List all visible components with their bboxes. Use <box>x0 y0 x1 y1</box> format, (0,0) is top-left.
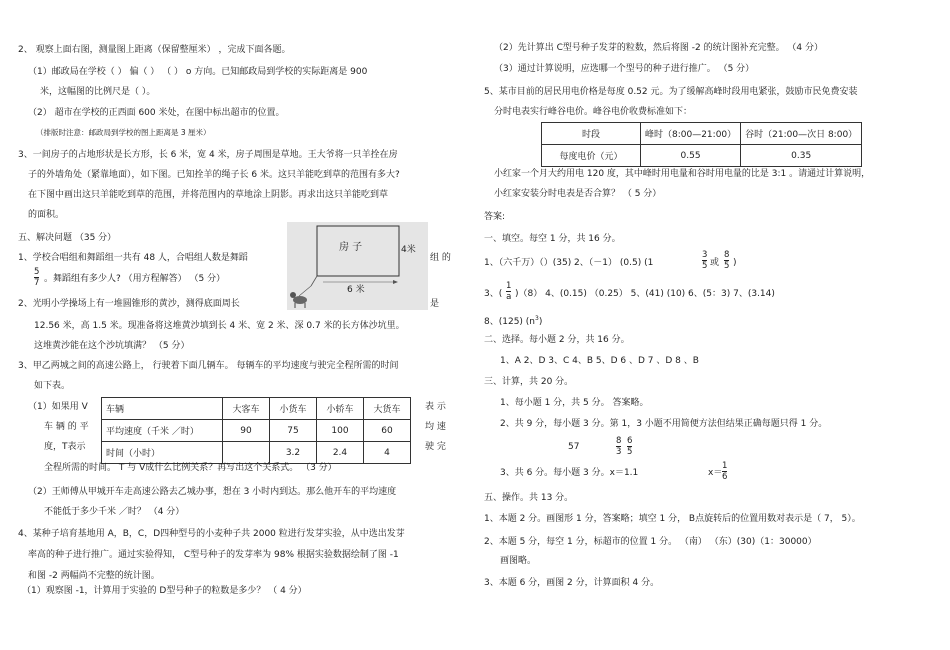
house-diagram <box>287 222 428 310</box>
question-3-line4: 的面积。 <box>28 210 65 220</box>
problem-5-line1: 5、某市目前的居民用电价格是每度 0.52 元。为了缓解高峰时段用电紧张，鼓励市民免费安装 <box>484 87 858 97</box>
house-width-label: 4米 <box>401 245 416 255</box>
table-cell: 0.55 <box>641 145 741 167</box>
fraction-denominator: 7 <box>34 278 40 288</box>
answer-3-3: 3、共 6 分。每小题 3 分。x＝1.1 <box>500 468 639 478</box>
answer-section-3: 三、计算，共 20 分。 <box>484 377 574 387</box>
answer-close-paren: ) <box>733 258 737 268</box>
answer-fraction: 3 5 <box>702 250 708 271</box>
problem-3-1-left-2: 车 辆 的 平 <box>44 422 89 432</box>
table-cell: 小轿车 <box>317 398 364 420</box>
table-row <box>542 145 862 167</box>
house-label: 房 子 <box>339 242 363 253</box>
fraction-numerator: 5 <box>34 267 40 277</box>
answer-fraction: 8 5 <box>724 250 730 271</box>
answer-section-1: 一、填空。每空 1 分，共 16 分。 <box>484 234 621 244</box>
table-cell: 90 <box>223 420 270 442</box>
problem-4-1: （1）观察图 -1，计算用于实验的 D型号种子的粒数是多少？ （ 4 分） <box>22 586 307 596</box>
table-cell: 3.2 <box>270 442 317 464</box>
table-cell: 2.4 <box>317 442 364 464</box>
answer-3-7: )（8） 4、(0.15) （0.25） 5、(41) (10) 6、(5：3) 7、(3.14) <box>515 289 775 299</box>
problem-1-line2: 。舞蹈组有多少人? （用方程解答） （5 分） <box>44 274 226 284</box>
problem-3-line1: 3、甲乙两城之间的高速公路上， 行驶着下面几辆车。 每辆车的平均速度与驶完全程所需的时间 <box>18 361 399 371</box>
table-cell: 平均速度（千米 ／时） <box>102 420 223 442</box>
question-2-1-line1: （1）邮政局在学校（ ） 偏（ ） （ ） o 方向。已知邮政局到学校的实际距离是 900 <box>28 67 368 77</box>
answer-8: 8、(125) $(n^3)$ <box>484 315 543 327</box>
answer-x: x＝ <box>708 468 723 478</box>
question-3-line2: 子的外墙角处（紧靠地面），如下图。已知拴羊的绳子长 6 米。这只羊能吃到草的范围有多大? <box>28 170 400 180</box>
question-3-line1: 3、一间房子的占地形状是长方形，长 6 米，宽 4 米，房子周围是草地。王大爷将一只羊拴在房 <box>18 150 398 160</box>
question-3-line3: 在下图中画出这只羊能吃到草的范围，并将范围内的草地涂上阴影。再求出这只羊能吃到草 <box>28 190 389 200</box>
problem-3-1-right-1: 表 示 <box>425 402 446 412</box>
answer-57: 57 <box>568 442 580 452</box>
table-cell: 时间（小时） <box>102 442 223 464</box>
problem-4-2: （2）先计算出 C型号种子发芽的粒数，然后将图 -2 的统计图补充完整。 （4 分） <box>494 43 824 53</box>
answer-3-2: 2、共 9 分，每小题 3 分。第 1，3 小题不用简便方法但结果正确每题只得 1 分。 <box>500 419 828 429</box>
vehicle-table <box>101 397 411 464</box>
electricity-price-table <box>541 122 862 167</box>
problem-5-line3: 小红家一个月大约用电 120 度，其中峰时用电量和谷时用电量的比是 3:1 。请通过计算说明， <box>494 169 871 179</box>
table-cell: 谷时（21:00—次日 8:00） <box>741 123 862 145</box>
problem-2-line2: 12.56 米，高 1.5 米。现准备将这堆黄沙填到长 4 米、宽 2 米、深 0.7 米的长方体沙坑里。 <box>34 321 405 331</box>
answer-fraction: 1 a <box>506 281 512 302</box>
goat-icon <box>290 292 307 308</box>
table-cell: 0.35 <box>741 145 862 167</box>
answer-3-open: 3、( <box>484 289 503 299</box>
problem-1-line1: 1、学校合唱组和舞蹈组一共有 48 人，合唱组人数是舞蹈 <box>18 253 248 263</box>
problem-2-line3: 这堆黄沙能在这个沙坑填满？ （5 分） <box>34 341 190 351</box>
answer-3-1: 1、每小题 1 分，共 5 分。 答案略。 <box>500 398 649 408</box>
answer-5-2: 2、本题 5 分，每空 1 分，标超市的位置 1 分。 （南） （东）(30)（1：30000） <box>484 537 817 547</box>
table-cell: 大客车 <box>223 398 270 420</box>
problem-4-line1: 4、某种子培育基地用 A，B，C，D四种型号的小麦种子共 2000 粒进行发芽实验，从中选出发芽 <box>18 529 405 539</box>
question-2-2: （2） 超市在学校的正西面 600 米处，在图中标出超市的位置。 <box>28 108 285 118</box>
answer-fraction: 1 6 <box>722 461 728 482</box>
table-cell: 峰时（8:00—21:00） <box>641 123 741 145</box>
table-cell: 75 <box>270 420 317 442</box>
problem-3-2-line2: 不能低于多少千米 ／时？ （4 分） <box>44 507 185 517</box>
problem-2-line1: 2、光明小学操场上有一堆圆锥形的黄沙，测得底面周长 <box>18 299 240 309</box>
typesetting-note: （排版时注意：邮政局到学校的图上距离是 3 厘米） <box>36 128 211 137</box>
problem-1-line1-end: 组 的 <box>430 253 451 263</box>
problem-3-1-right-3: 驶 完 <box>425 442 446 452</box>
problem-3-2-line1: （2）王师傅从甲城开车走高速公路去乙城办事，想在 3 小时内到达。那么他开车的平均速度 <box>28 487 397 497</box>
table-cell: 小货车 <box>270 398 317 420</box>
answer-heading: 答案: <box>484 212 506 222</box>
problem-3-1-left-3: 度，T表示 <box>44 442 86 452</box>
house-length-label: 6 米 <box>347 285 365 295</box>
problem-4-3: （3）通过计算说明，应选哪一个型号的种子进行推广。 （5 分） <box>494 64 755 74</box>
table-row <box>542 123 862 145</box>
section-5-heading: 五、解决问题 （35 分） <box>18 233 117 243</box>
answer-1-line1: 1、（六千万）（）(35) 2、（－1） (0.5) (1 <box>484 258 654 268</box>
table-cell: 每度电价（元） <box>542 145 641 167</box>
answer-2-choices: 1、A 2、D 3、C 4、B 5、D 6 、D 7 、D 8 、B <box>500 356 699 366</box>
problem-3-1-left-1: （1）如果用 V <box>28 402 88 412</box>
answer-fraction: 8 3 <box>616 436 622 457</box>
table-cell: 100 <box>317 420 364 442</box>
answer-fraction: 6 5 <box>627 436 633 457</box>
problem-5-line4: 小红家安装分时电表是否合算？ （ 5 分） <box>494 189 662 199</box>
answer-5-2-b: 画图略。 <box>500 556 537 566</box>
table-cell: 4 <box>364 442 411 464</box>
problem-4-line3: 和图 -2 两幅尚不完整的统计图。 <box>28 571 160 581</box>
house-goat-figure <box>287 222 428 310</box>
table-cell: 车辆 <box>102 398 223 420</box>
problem-3-1-right-2: 均 速 <box>425 422 446 432</box>
problem-3-1-line4: 全程所需的时间。 T 与 V成什么比例关系？再写出这个关系式。 （3 分） <box>44 463 337 473</box>
question-2-1-line2: 米，这幅图的比例尺是（ ）。 <box>40 87 156 97</box>
table-row <box>102 442 411 464</box>
problem-2-line1-end: 是 <box>430 299 440 309</box>
table-cell <box>223 442 270 464</box>
problem-5-line2: 分时电表实行峰谷电价。峰谷电价收费标准如下： <box>494 107 693 117</box>
table-cell: 大货车 <box>364 398 411 420</box>
table-cell: 60 <box>364 420 411 442</box>
table-cell: 时段 <box>542 123 641 145</box>
answer-or: 或 <box>710 258 720 268</box>
problem-4-line2: 率高的种子进行推广。通过实验得知， C型号种子的发芽率为 98% 根据实验数据绘制了图 -1 <box>28 550 399 560</box>
problem-3-line2: 如下表。 <box>34 381 71 391</box>
problem-1-fraction <box>34 267 39 288</box>
table-row <box>102 420 411 442</box>
answer-section-2: 二、选择。每小题 2 分，共 16 分。 <box>484 335 630 345</box>
answer-section-5: 五、操作。共 13 分。 <box>484 493 574 503</box>
table-row <box>102 398 411 420</box>
answer-5-1: 1、本题 2 分。画图形 1 分，答案略；填空 1 分， B点旋转后的位置用数对表示是（ 7， 5）。 <box>484 514 861 524</box>
question-2: 2、 观察上面右图，测量图上距离（保留整厘米） ，完成下面各题。 <box>18 45 291 55</box>
answer-5-3: 3、本题 6 分，画图 2 分，计算面积 4 分。 <box>484 578 660 588</box>
